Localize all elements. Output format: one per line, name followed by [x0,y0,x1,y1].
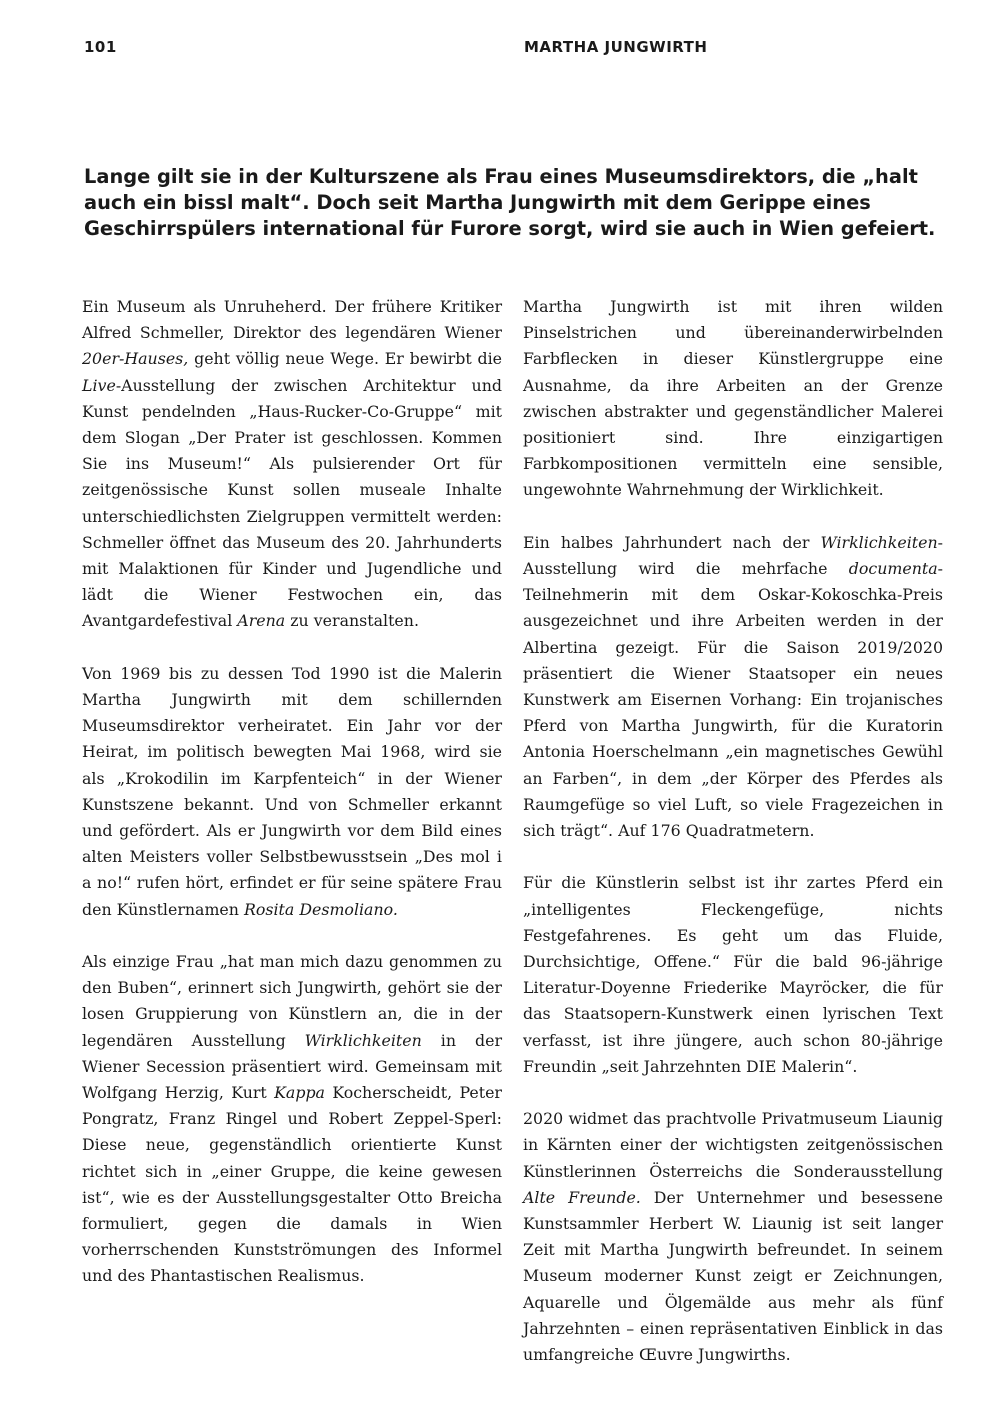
text-run: in der Wiener Secession präsentiert wird. Gemeinsam mit Wolfgang Herzig, Kurt [82,1030,502,1103]
italic-text-run: Arena [237,611,286,631]
body-paragraph [523,530,943,844]
italic-text-run: 20er-Hauses, [82,349,189,369]
running-header [84,38,916,62]
text-run: 2020 widmet das prachtvolle Privatmuseum Liaunig in Kärnten einer der wichtigsten zeitgenössischen Künstlerinnen Österreichs die Sonderausstellung [523,1109,943,1181]
body-paragraph [523,1106,943,1368]
running-title: MARTHA JUNGWIRTH [524,38,708,56]
text-run: Der Unternehmer und besessene Kunstsammler Herbert W. Liaunig ist seit langer Zeit mit Martha Jungwirth befreundet. In seinem Museum moderner Kunst zeigt er Zeichnungen, Aquarelle und Ölgemälde aus mehr als fünf Jahrzehnten – einen repräsentativen Einblick in das umfangreiche Œuvre Jungwirths. [523,1187,943,1365]
italic-text-run: Rosita Desmoliano. [243,899,398,919]
text-column-left [82,294,502,1290]
italic-text-run: Wirklichkeiten [820,532,938,552]
lead-paragraph: Lange gilt sie in der Kulturszene als Frau eines Museumsdirektors, die „halt auch ein bissl malt“. Doch seit Martha Jungwirth mit dem Gerippe eines Geschirrspülers international für Furore sorgt, wird sie auch in Wien gefeiert. [84,165,936,240]
page-number: 101 [84,38,117,56]
text-column-right [523,294,943,1368]
italic-text-run: Live [82,375,116,395]
italic-text-run: Kappa [274,1083,325,1103]
text-run: Als einzige Frau „hat man mich dazu genommen zu den Buben“, erinnert sich Jungwirth, gehört sie der losen Gruppierung von Künstlern an, die in der legendären Ausstellung [82,952,502,1050]
text-run: Von 1969 bis zu dessen Tod 1990 ist die Malerin Martha Jungwirth mit dem schillernden Museumsdirektor verheiratet. Ein Jahr vor der Heirat, im politisch bewegten Mai 1968, wird sie als „Krokodilin im Karpfenteich“ in der Wiener Kunstszene bekannt. Und von Schmeller erkannt und gefördert. Als er Jungwirth vor dem Bild eines alten Meisters voller Selbstbewusstsein „Des mol i a no!“ rufen hört, erfindet er für seine spätere Frau den Künstlernamen [82,663,502,919]
body-paragraph [82,949,502,1290]
text-run: Martha Jungwirth ist mit ihren wilden Pinselstrichen und übereinanderwirbelnden Farbflecken in dieser Künstlergruppe eine Ausnahme, da ihre Arbeiten an der Grenze zwischen abstrakter und gegenständlicher Malerei positioniert sind. Ihre einzigartigen Farbkompositionen vermitteln eine sensible, ungewohnte Wahrnehmung der Wirklichkeit. [523,297,943,500]
italic-text-run: Wirklichkeiten [304,1030,422,1050]
text-run: -Ausstellung wird die mehrfache [523,532,943,579]
text-run: -Teilnehmerin mit dem Oskar-Kokoschka-Preis ausgezeichnet und ihre Arbeiten werden in der Albertina gezeigt. Für die Saison 2019/2020 präsentiert die Wiener Staatsoper ein neues Kunstwerk am Eisernen Vorhang: Ein trojanisches Pferd von Martha Jungwirth, für die Kuratorin Antonia Hoerschelmann „ein magnetisches Gewühl an Farben“, in dem „der Körper des Pferdes als Raumgefüge so viel Luft, so viele Fragezeichen in sich trägt“. Auf 176 Quadratmetern. [523,559,943,841]
text-run: Ein Museum als Unruheherd. Der frühere Kritiker Alfred Schmeller, Direktor des legendären Wiener [82,297,502,343]
text-run: Für die Künstlerin selbst ist ihr zartes Pferd ein „intelligentes Fleckengefüge, nichts Festgefahrenes. Es geht um das Fluide, Durchsichtige, Offene.“ Für die bald 96-jährige Literatur-Doyenne Friederike Mayröcker, die für das Staatsopern-Kunstwerk einen lyrischen Text verfasst, ist ihre jüngere, auch schon 80-jährige Freundin „seit Jahrzehnten DIE Malerin“. [523,873,943,1076]
body-paragraph [82,661,502,923]
body-paragraph [523,294,943,504]
text-run: -Ausstellung der zwischen Architektur und Kunst pendelnden „Haus-Rucker-Co-Gruppe“ mit dem Slogan „Der Prater ist geschlossen. Kommen Sie ins Museum!“ Als pulsierender Ort für zeitgenössische Kunst sollen museale Inhalte unterschiedlichsten Zielgruppen vermittelt werden: Schmeller öffnet das Museum des 20. Jahrhunderts mit Malaktionen für Kinder und Jugendliche und lädt die Wiener Festwochen ein, das Avantgardefestival [82,375,502,631]
body-paragraph [523,870,943,1080]
italic-text-run: Alte Freunde. [523,1187,641,1207]
text-run: Kocherscheidt, Peter Pongratz, Franz Ringel und Robert Zeppel-Sperl: Diese neue, gegenständlich orientierte Kunst richtet sich in „einer Gruppe, die keine gewesen ist“, wie es der Ausstellungsgestalter Otto Breicha formuliert, gegen die damals in Wien vorherrschenden Kunstströmungen des Informel und des Phantastischen Realismus. [82,1083,502,1286]
text-run: zu veranstalten. [285,611,419,631]
italic-text-run: documenta [848,559,938,579]
text-run: geht völlig neue Wege. Er bewirbt die [188,349,502,369]
text-run: Ein halbes Jahrhundert nach der [523,532,821,552]
body-paragraph [82,294,502,635]
